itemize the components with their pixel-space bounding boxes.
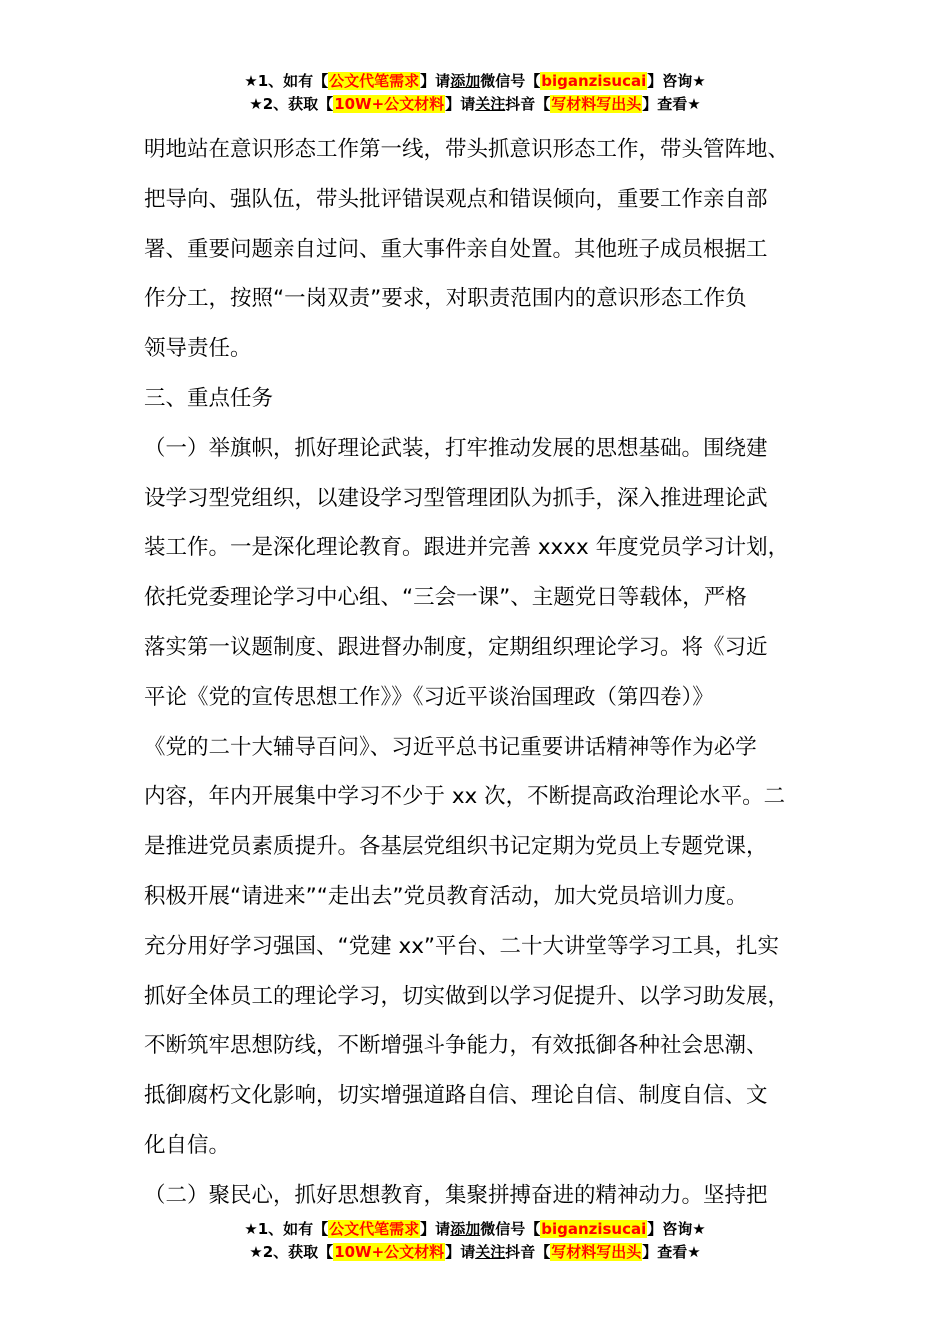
banner-highlight: 10W+公文材料 [334, 1243, 445, 1261]
banner-text: ★2、获取【 [249, 95, 334, 113]
banner-highlight: 写材料写出头 [551, 95, 642, 113]
banner-underline: 添加 [450, 72, 481, 90]
banner-highlight: biganzisucai [541, 1220, 647, 1238]
banner-highlight: 公文代笔需求 [329, 1220, 420, 1238]
banner-text: 】请 [445, 95, 476, 113]
banner-text: 】请 [420, 72, 451, 90]
body-line: 署、重要问题亲自过问、重大事件亲自处置。其他班子成员根据工 [144, 236, 768, 262]
banner-text: 抖音【 [505, 95, 551, 113]
banner-text: ★1、如有【 [244, 1220, 329, 1238]
body-line: 积极开展“请进来”“走出去”党员教育活动，加大党员培训力度。 [144, 883, 748, 909]
body-line: （一）举旗帜，抓好理论武装，打牢推动发展的思想基础。围绕建 [144, 435, 768, 461]
banner-text: ★2、获取【 [249, 1243, 334, 1261]
body-line: 作分工，按照“一岗双责”要求，对职责范围内的意识形态工作负 [144, 286, 747, 312]
banner-text: 】咨询★ [647, 1220, 706, 1238]
body-line: 平论《党的宣传思想工作》》《习近平谈治国理政（第四卷）》 [144, 684, 714, 710]
banner-line-2 [0, 93, 950, 116]
body-line: 装工作。一是深化理论教育。跟进并完善 xxxx 年度党员学习计划， [144, 535, 790, 561]
banner-text: 】请 [420, 1220, 451, 1238]
banner-line-1 [0, 1218, 950, 1241]
body-line: 化自信。 [144, 1132, 231, 1158]
body-line: 不断筑牢思想防线，不断增强斗争能力，有效抵御各种社会思潮、 [144, 1033, 768, 1059]
body-line: （二）聚民心，抓好思想教育，集聚拼搏奋进的精神动力。坚持把 [144, 1182, 768, 1208]
banner-underline: 关注 [475, 1243, 506, 1261]
banner-highlight: 10W+公文材料 [334, 95, 445, 113]
banner-text: 】咨询★ [647, 72, 706, 90]
body-line: 明地站在意识形态工作第一线，带头抓意识形态工作，带头管阵地、 [144, 137, 790, 162]
body-line: 落实第一议题制度、跟进督办制度，定期组织理论学习。将《习近 [144, 634, 768, 660]
banner-underline: 添加 [450, 1220, 481, 1238]
body-line: 把导向、强队伍，带头批评错误观点和错误倾向，重要工作亲自部 [144, 186, 768, 212]
banner-line-1 [0, 70, 950, 93]
body-line: 充分用好学习强国、“党建 xx”平台、二十大讲堂等学习工具，扎实 [144, 933, 780, 959]
banner-highlight: 写材料写出头 [551, 1243, 642, 1261]
section-heading: 三、重点任务 [144, 385, 274, 411]
body-line: 抓好全体员工的理论学习，切实做到以学习促提升、以学习助发展， [144, 983, 790, 1009]
banner-highlight: biganzisucai [541, 72, 647, 90]
body-line: 抵御腐朽文化影响，切实增强道路自信、理论自信、制度自信、文 [144, 1083, 768, 1109]
body-line: 是推进党员素质提升。各基层党组织书记定期为党员上专题党课， [144, 834, 768, 860]
banner-text: 微信号【 [480, 1220, 541, 1238]
body-line: 设学习型党组织，以建设学习型管理团队为抓手，深入推进理论武 [144, 485, 768, 511]
banner-underline: 关注 [475, 95, 506, 113]
banner-text: 抖音【 [505, 1243, 551, 1261]
body-line: 内容，年内开展集中学习不少于 xx 次，不断提高政治理论水平。二 [144, 784, 786, 810]
banner-text: 】请 [445, 1243, 476, 1261]
document-body [144, 125, 844, 1221]
body-line: 依托党委理论学习中心组、“三会一课”、主题党日等载体，严格 [144, 585, 747, 611]
banner-highlight: 公文代笔需求 [329, 72, 420, 90]
banner-text: 】查看★ [642, 95, 701, 113]
banner-line-2 [0, 1241, 950, 1264]
banner-text: 微信号【 [480, 72, 541, 90]
body-line: 领导责任。 [144, 336, 252, 362]
banner-text: ★1、如有【 [244, 72, 329, 90]
footer-banner [0, 1218, 950, 1264]
banner-text: 】查看★ [642, 1243, 701, 1261]
body-line: 《党的二十大辅导百问》、习近平总书记重要讲话精神等作为必学 [144, 734, 757, 760]
header-banner [0, 70, 950, 116]
